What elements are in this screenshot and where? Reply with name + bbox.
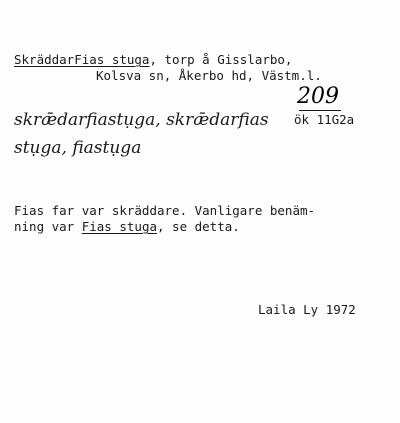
card-number: 209 (297, 84, 339, 109)
body-line-2-end: , se detta. (157, 219, 240, 234)
card-headword: SkräddarFias stuga (14, 52, 150, 67)
body-line-1: Fias far var skräddare. Vanligare benäm- (14, 203, 316, 218)
archive-ref: ök 11G2a (294, 112, 355, 127)
body-line-2-start: ning var (14, 219, 82, 234)
phonetic-line-1: skrǣdarfiastụga, skrǣdarfias (14, 110, 269, 130)
body-line-2 (14, 219, 240, 234)
phonetic-line-2: stụga, fiastụga (14, 138, 142, 158)
signature: Laila Ly 1972 (258, 302, 356, 317)
body-line-2-term: Fias stuga (81, 219, 157, 234)
title-rest: , torp å Gisslarbo, (149, 52, 293, 67)
title-line (14, 52, 292, 67)
location-line: Kolsva sn, Åkerbo hd, Västm.l. (96, 68, 322, 83)
